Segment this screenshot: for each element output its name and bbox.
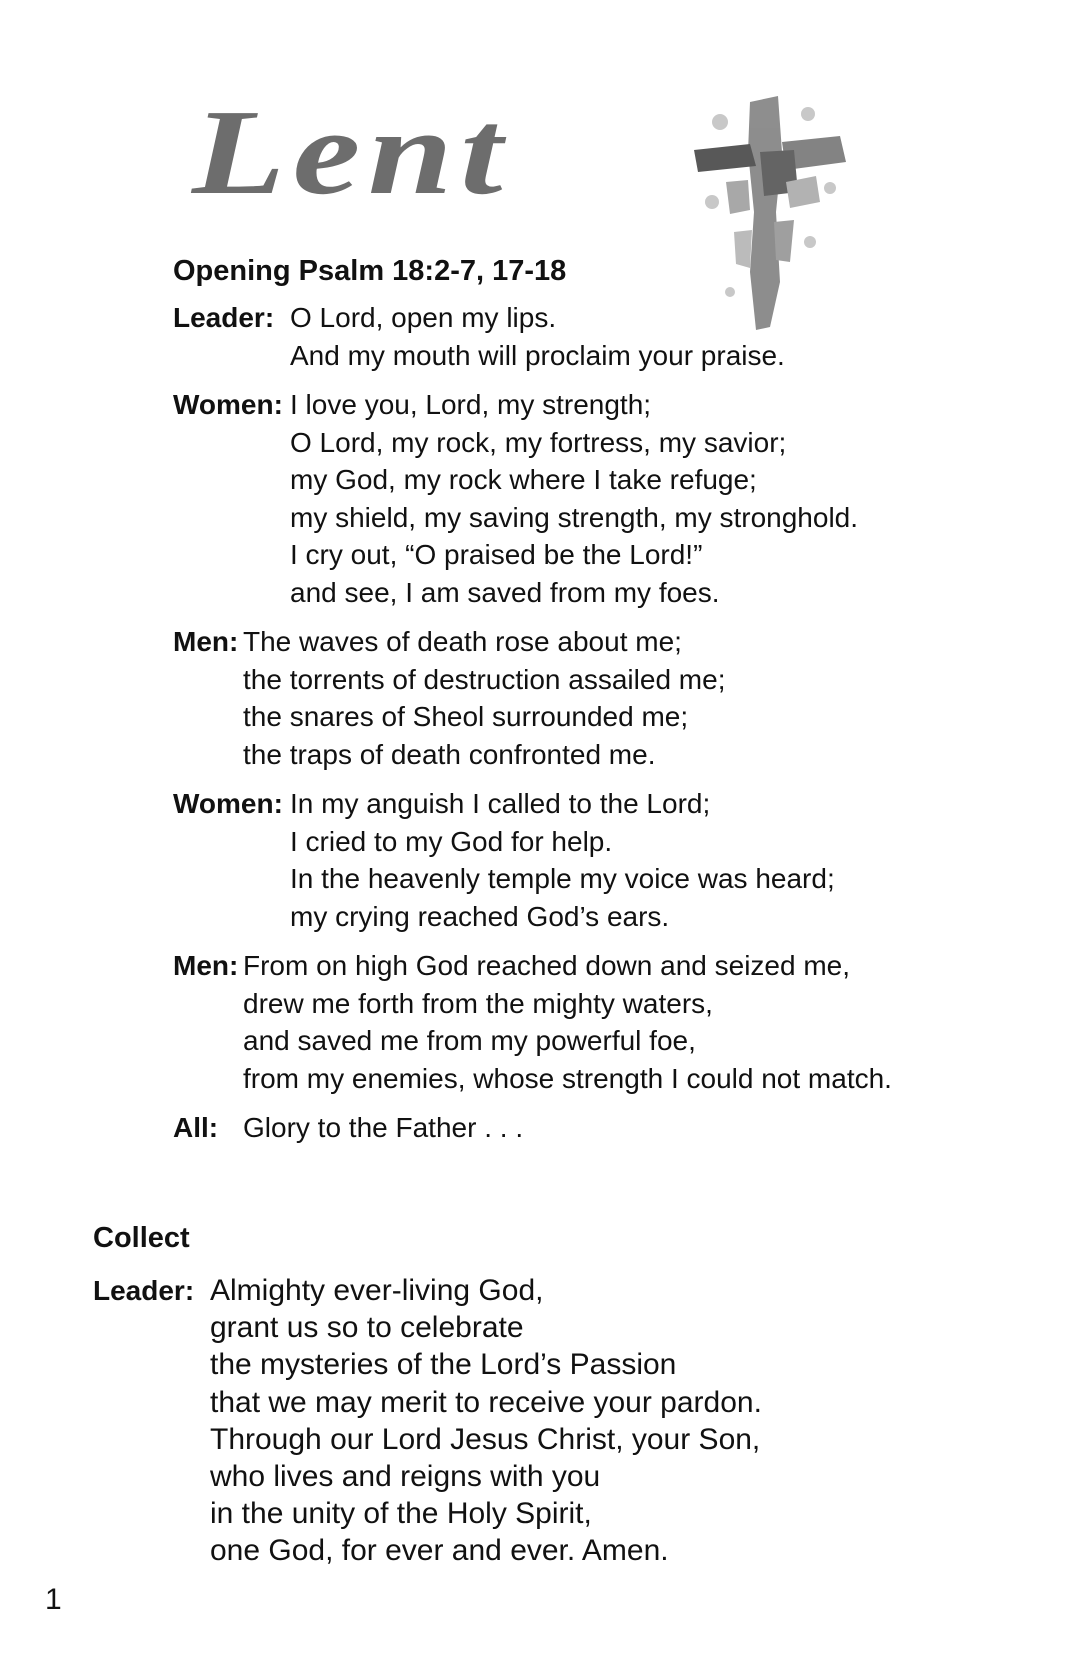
role-label: Women: [173,788,283,819]
psalm-heading: Opening Psalm 18:2-7, 17-18 [173,255,567,287]
page-number: 1 [45,1583,62,1616]
verse-line: I cried to my God for help. [290,825,613,857]
verse-line: O Lord, open my lips. [290,302,557,333]
verse-line: and saved me from my powerful foe, [243,1025,696,1056]
collect-block-leader [93,1272,762,1570]
verse-line: my God, my rock where I take refuge; [290,464,757,495]
verse-line: and see, I am saved from my foes. [290,576,720,608]
psalm-block-leader [173,299,892,374]
psalm-block-women [173,386,892,611]
role-label: Men: [173,950,239,981]
verse-line: drew me forth from the mighty waters, [243,987,713,1019]
psalm-block-women [173,785,892,935]
prayer-line: Almighty ever-living God, [210,1274,544,1307]
verse-line: the snares of Sheol surrounded me; [243,701,689,732]
role-label: Leader: [93,1275,195,1306]
psalm-block-all [173,1109,892,1147]
verse-line: O Lord, my rock, my fortress, my savior; [290,426,787,458]
page-title: Lent [192,85,511,220]
opening-psalm-section [173,251,892,1159]
prayer-line: that we may merit to receive your pardon. [210,1385,762,1419]
prayer-line: Through our Lord Jesus Christ, your Son, [210,1422,761,1456]
psalm-block-men [173,947,892,1097]
verse-line: In my anguish I called to the Lord; [290,788,711,819]
verse-line: Glory to the Father . . . [243,1112,524,1143]
prayer-line: the mysteries of the Lord’s Passion [210,1348,677,1382]
prayer-line: in the unity of the Holy Spirit, [210,1497,592,1531]
verse-line: And my mouth will proclaim your praise. [290,339,785,371]
verse-line: my crying reached God’s ears. [290,900,670,932]
verse-line: In the heavenly temple my voice was heard; [290,863,835,894]
verse-line: I love you, Lord, my strength; [290,389,652,420]
role-label: Women: [173,389,283,420]
prayer-line: one God, for ever and ever. Amen. [210,1534,669,1568]
collect-heading: Collect [93,1222,190,1254]
verse-line: from my enemies, whose strength I could not match. [243,1062,892,1094]
verse-line: The waves of death rose about me; [243,626,682,657]
prayer-line: who lives and reigns with you [210,1460,601,1494]
verse-line: my shield, my saving strength, my stronghold. [290,501,859,533]
verse-line: From on high God reached down and seized me, [243,950,851,981]
verse-line: the torrents of destruction assailed me; [243,663,726,695]
verse-line: I cry out, “O praised be the Lord!” [290,539,703,570]
collect-section [93,1218,762,1582]
verse-line: the traps of death confronted me. [243,738,656,770]
psalm-block-men [173,623,892,773]
role-label: All: [173,1112,219,1143]
role-label: Leader: [173,302,275,333]
prayer-line: grant us so to celebrate [210,1311,524,1345]
role-label: Men: [173,626,239,657]
